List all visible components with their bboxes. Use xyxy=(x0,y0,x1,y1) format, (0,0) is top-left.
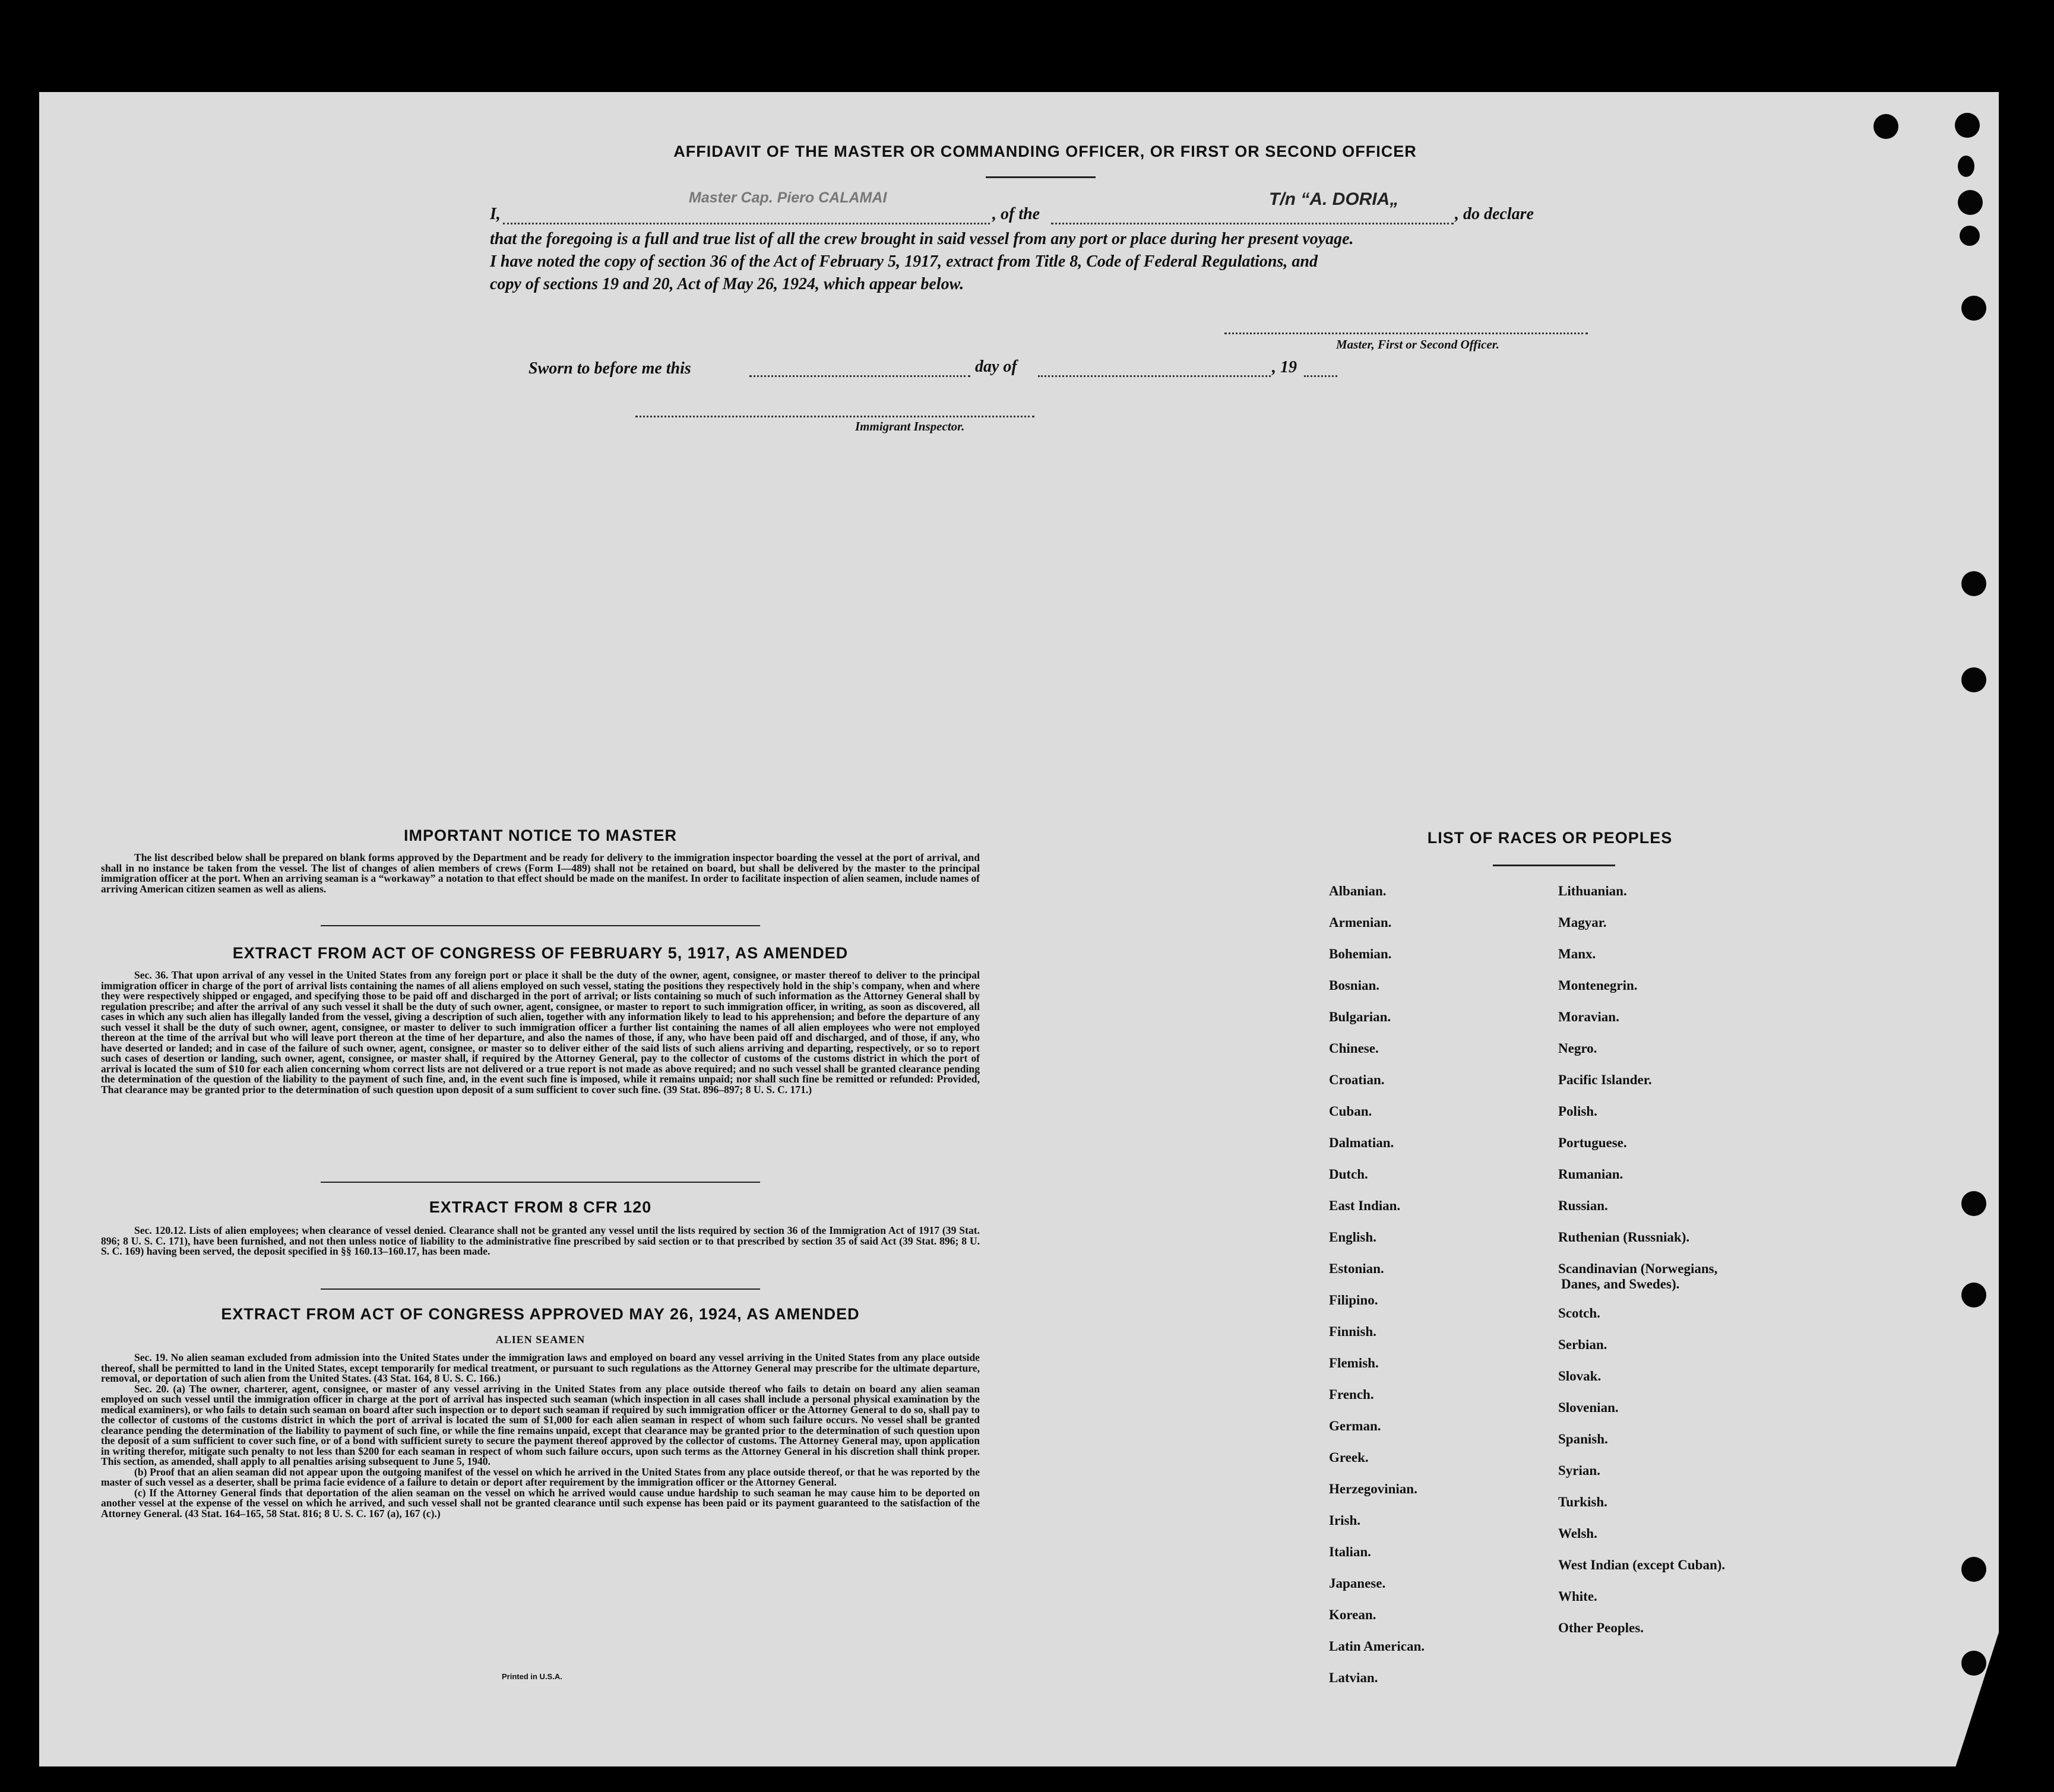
binder-hole xyxy=(1961,1191,1986,1216)
binder-hole xyxy=(1960,226,1980,246)
race-item: Scandinavian (Norwegians, xyxy=(1558,1261,1718,1276)
race-item: Welsh. xyxy=(1558,1526,1597,1541)
sec-36-paragraph: Sec. 36. That upon arrival of any vessel in the United States from any foreign port or place it shall be the duty of the owner, agent, consignee, or master thereof to deliver to the principal immigration officer in charge of the port of arrival lists containing the names of all aliens employed on such vessel, stating the positions they respectively hold in the ship's company, when and where they were respectively shipped or engaged, and specifying those to be paid off and discharged in the port of arrival; or lists containing so much of such information as the Attorney General shall by regulation prescribe; and after the arrival of any such vessel it shall be the duty of such owner, agent, consignee, or master to report to such immigration officer, in writing, as soon as discovered, all cases in which any such alien has illegally landed from the vessel, giving a description of such alien, together with any information likely to lead to his apprehension; and before the departure of any such vessel it shall be the duty of such owner, agent, consignee, or master to deliver to such immigration officer a further list containing the names of all alien employees who were not employed thereon at the time of the arrival but who will leave port thereon at the time of her departure, and also the names of those, if any, who have been paid off and discharged, and of those, if any, who have deserted or landed; and in case of the failure of such owner, agent, consignee, or master so to deliver either of the said lists of such aliens arriving and departing, respectively, or so to report such cases of desertion or landing, such owner, agent, consignee, or master shall, if required by the Attorney General, pay to the collector of customs of the customs district in which the port of arrival is located the sum of $10 for each alien concerning whom correct lists are not delivered or a true report is not made as above required; and no such vessel shall be granted clearance pending the determination of the question of the liability to the payment of such fine, and, in the event such fine is imposed, while it remains unpaid; nor shall such fine be remitted or refunded: Provided, That clearance may be granted prior to the determination of such question upon deposit of a sum sufficient to cover such fine. (39 Stat. 896–897; 8 U. S. C. 171.) xyxy=(101,969,980,1096)
race-item: Finnish. xyxy=(1329,1324,1376,1339)
race-item: Scotch. xyxy=(1558,1306,1600,1321)
race-item: Bosnian. xyxy=(1329,978,1380,993)
binder-hole xyxy=(1961,1283,1986,1307)
race-item: Bulgarian. xyxy=(1329,1009,1391,1024)
section-divider xyxy=(321,925,760,926)
race-item: Lithuanian. xyxy=(1558,884,1627,898)
race-item: Ruthenian (Russniak). xyxy=(1558,1230,1690,1245)
race-item: East Indian. xyxy=(1329,1198,1401,1213)
sworn-month-line xyxy=(1038,375,1271,377)
extract-cfr-title: EXTRACT FROM 8 CFR 120 xyxy=(429,1198,652,1216)
name-field-line xyxy=(503,223,990,224)
race-item: Polish. xyxy=(1558,1104,1597,1119)
race-item: Latvian. xyxy=(1329,1670,1378,1685)
race-item: German. xyxy=(1329,1419,1381,1433)
race-item: Negro. xyxy=(1558,1041,1597,1056)
race-item: Danes, and Swedes). xyxy=(1561,1277,1680,1291)
binder-hole xyxy=(1958,156,1974,177)
master-signature-line xyxy=(1224,333,1588,334)
sec-20a-paragraph: Sec. 20. (a) The owner, charterer, agent, consignee, or master of any vessel arriving in the United States from any place outside thereof who fails to detain on board any alien seaman employed on such vessel until the immigration officer in charge at the port of arrival has inspected such seaman (which inspection in all cases shall include a personal physical examination by the medical examiners), or who fails to detain such seaman on board after such inspection or to deport such seaman if required by such immigration officer or the Attorney General to do so, shall pay to the collector of customs of the customs district in which the port of arrival is located the sum of $1,000 for each alien seaman in respect of whom such failure occurs. No vessel shall be granted clearance pending the determination of the liability to payment of such fine, or while the fine remains unpaid, except that clearance may be granted prior to the determination of such question upon the deposit of a sum sufficient to cover such fine, or of a bond with sufficient surety to secure the payment thereof approved by the collector of customs. The Attorney General may, upon application in writing therefor, mitigate such penalty to not less than $200 for each seaman in respect of whom such failure occurs, upon such terms as the Attorney General in his discretion shall think proper. This section, as amended, shall apply to all penalties arising subsequent to June 5, 1940. xyxy=(101,1382,980,1467)
race-item: Montenegrin. xyxy=(1558,978,1638,993)
race-item: Flemish. xyxy=(1329,1356,1379,1370)
race-item: Russian. xyxy=(1558,1198,1608,1213)
binder-hole xyxy=(1958,190,1983,215)
binder-hole xyxy=(1955,113,1980,138)
vessel-name-stamp: T/n “A. DORIA„ xyxy=(1269,189,1399,209)
race-item: Estonian. xyxy=(1329,1261,1384,1276)
race-item: West Indian (except Cuban). xyxy=(1558,1557,1726,1572)
race-item: Greek. xyxy=(1329,1450,1369,1465)
extract-cfr-text xyxy=(101,1226,980,1257)
race-item: Filipino. xyxy=(1329,1293,1378,1307)
race-item: Irish. xyxy=(1329,1513,1361,1528)
race-item: Dutch. xyxy=(1329,1167,1368,1182)
extract-1917-text xyxy=(101,970,980,1095)
extract-1917-title: EXTRACT FROM ACT OF CONGRESS OF FEBRUARY 5, 1917, AS AMENDED xyxy=(232,944,849,962)
race-item: Italian. xyxy=(1329,1544,1371,1559)
sworn-day-line xyxy=(749,375,970,377)
race-item: English. xyxy=(1329,1230,1376,1245)
race-item: White. xyxy=(1558,1589,1597,1604)
race-item: Albanian. xyxy=(1329,884,1387,898)
vessel-field-line xyxy=(1051,223,1454,224)
race-item: Japanese. xyxy=(1329,1576,1386,1591)
race-item: Croatian. xyxy=(1329,1072,1385,1087)
race-item: Cuban. xyxy=(1329,1104,1372,1119)
sworn-year-line xyxy=(1304,375,1337,377)
race-item: Herzegovinian. xyxy=(1329,1481,1417,1496)
race-item: Moravian. xyxy=(1558,1009,1619,1024)
title-underline xyxy=(986,176,1096,178)
binder-hole xyxy=(1961,1651,1986,1676)
race-item: Other Peoples. xyxy=(1558,1620,1644,1635)
printed-in-usa: Printed in U.S.A. xyxy=(502,1672,562,1681)
affidavit-title: AFFIDAVIT OF THE MASTER OR COMMANDING OFFICER, OR FIRST OR SECOND OFFICER xyxy=(673,143,1417,160)
notice-paragraph: The list described below shall be prepared on blank forms approved by the Department and be ready for delivery to the immigration inspector boarding the vessel at the port of arrival, and shall in no instance be taken from the vessel. The list of changes of alien members of crews (Form I—489) shall not be retained on board, but shall be delivered by the master to the principal immigration officer at the port. When an arriving seaman is a “workaway” a notation to that effect should be made on the manifest. In order to facilitate inspection of alien seamen, include names of arriving American citizen seamen as well as aliens. xyxy=(101,851,980,895)
i-label: I, xyxy=(490,205,501,223)
race-item: Syrian. xyxy=(1558,1463,1600,1478)
sec-20b-paragraph: (b) Proof that an alien seaman did not appear upon the outgoing manifest of the vessel on which he arrived in the United States from any place outside thereof, or that he was reported by the master of such vessel as a deserter, shall be prima facie evidence of a failure to detain or deport after requirement by the immigration officer or the Attorney General. xyxy=(101,1465,980,1488)
inspector-signature-line xyxy=(635,416,1034,417)
race-item: Manx. xyxy=(1558,946,1596,961)
alien-seamen-subtitle: ALIEN SEAMEN xyxy=(495,1334,585,1345)
binder-hole xyxy=(1961,571,1986,596)
affidavit-line-3: I have noted the copy of section 36 of the Act of February 5, 1917, extract from Title 8, Code of Federal Regulations, and xyxy=(490,252,1318,271)
race-item: French. xyxy=(1329,1387,1374,1402)
race-item: Bohemian. xyxy=(1329,946,1392,961)
notice-title: IMPORTANT NOTICE TO MASTER xyxy=(404,827,677,844)
inspector-signature-label: Immigrant Inspector. xyxy=(855,419,965,433)
race-item: Latin American. xyxy=(1329,1639,1425,1654)
races-title-underline xyxy=(1493,865,1615,866)
notice-text xyxy=(101,853,980,894)
race-item: Korean. xyxy=(1329,1607,1376,1622)
sec-120-12-paragraph: Sec. 120.12. Lists of alien employees; when clearance of vessel denied. Clearance shall not be granted any vessel until the lists required by section 36 of the Immigration Act of 1917 (39 Stat. 896; 8 U. S. C. 171), have been furnished, and not then unless notice of liability to the administrative fine prescribed by said section or to that prescribed by section 35 of said Act (39 Stat. 896; 8 U. S. C. 169) having been served, the deposit specified in §§ 160.13–160.17, has been made. xyxy=(101,1224,980,1257)
affidavit-line-2: that the foregoing is a full and true list of all the crew brought in said vessel from any port or place during her present voyage. xyxy=(490,230,1354,248)
affidavit-line-1 xyxy=(490,189,1588,229)
race-item: Pacific Islander. xyxy=(1558,1072,1652,1087)
do-declare-label: , do declare xyxy=(1455,205,1534,223)
sworn-label: Sworn to before me this xyxy=(528,359,691,378)
races-list-title: LIST OF RACES OR PEOPLES xyxy=(1427,829,1673,847)
race-item: Chinese. xyxy=(1329,1041,1379,1056)
binder-hole xyxy=(1961,667,1986,692)
binder-hole xyxy=(1961,296,1986,321)
section-divider xyxy=(321,1288,760,1290)
race-item: Slovak. xyxy=(1558,1369,1602,1383)
day-of-label: day of xyxy=(975,357,1017,376)
binder-hole xyxy=(1961,1557,1986,1582)
race-item: Slovenian. xyxy=(1558,1400,1619,1415)
of-the-label: , of the xyxy=(992,205,1040,223)
extract-1924-text xyxy=(101,1353,980,1519)
race-item: Portuguese. xyxy=(1558,1135,1627,1150)
sec-20c-paragraph: (c) If the Attorney General finds that deportation of the alien seaman on the vessel on which he arrived would cause undue hardship to such seaman he may cause him to be deported on another vessel at the expense of the vessel on which he arrived, and such vessel shall not be granted clearance until such expense has been paid or its payment guaranteed to the satisfaction of the Attorney General. (43 Stat. 164–165, 58 Stat. 816; 8 U. S. C. 167 (a), 167 (c).) xyxy=(101,1486,980,1519)
race-item: Turkish. xyxy=(1558,1495,1607,1509)
handwritten-name: Master Cap. Piero CALAMAI xyxy=(689,189,887,206)
extract-1924-title: EXTRACT FROM ACT OF CONGRESS APPROVED MAY 26, 1924, AS AMENDED xyxy=(221,1305,860,1323)
sec-19-paragraph: Sec. 19. No alien seaman excluded from admission into the United States under the immigration laws and employed on board any vessel arriving in the United States from any place outside thereof, shall be permitted to land in the United States, except temporarily for medical treatment, or pursuant to such regulations as the Attorney General may prescribe for the ultimate departure, removal, or deportation of such alien from the United States. (43 Stat. 164, 8 U. S. C. 166.) xyxy=(101,1351,980,1384)
race-item: Spanish. xyxy=(1558,1432,1608,1446)
race-item: Dalmatian. xyxy=(1329,1135,1394,1150)
race-item: Rumanian. xyxy=(1558,1167,1623,1182)
section-divider xyxy=(321,1182,760,1183)
affidavit-line-4: copy of sections 19 and 20, Act of May 26, 1924, which appear below. xyxy=(490,275,964,293)
year-prefix: , 19 xyxy=(1272,358,1297,376)
master-signature-label: Master, First or Second Officer. xyxy=(1336,337,1499,352)
race-item: Serbian. xyxy=(1558,1337,1607,1352)
race-item: Magyar. xyxy=(1558,915,1607,930)
binder-hole xyxy=(1873,114,1898,139)
race-item: Armenian. xyxy=(1329,915,1392,930)
